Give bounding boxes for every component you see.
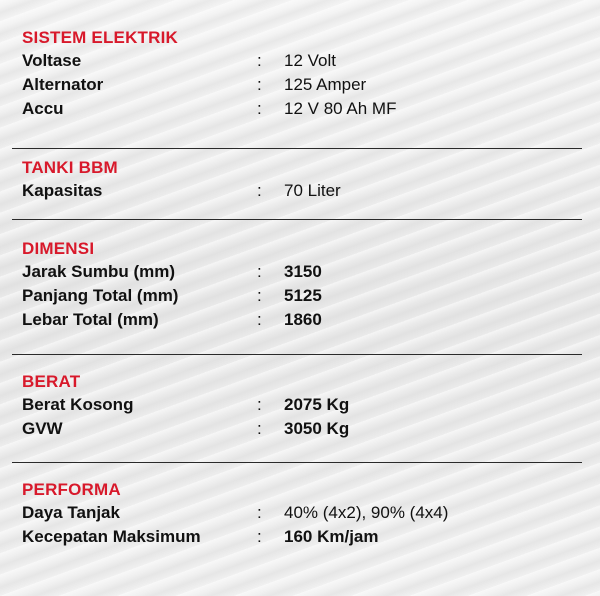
spec-colon: : bbox=[257, 262, 262, 281]
section-divider bbox=[12, 354, 582, 355]
spec-colon: : bbox=[257, 503, 262, 522]
spec-row bbox=[22, 73, 582, 97]
spec-value: 12 Volt bbox=[284, 51, 336, 70]
spec-label: Berat Kosong bbox=[22, 395, 134, 414]
section-divider bbox=[12, 148, 582, 149]
spec-colon: : bbox=[257, 419, 262, 438]
spec-label: Accu bbox=[22, 99, 64, 118]
spec-value: 3050 Kg bbox=[284, 419, 350, 438]
spec-row bbox=[22, 501, 582, 525]
spec-label: Panjang Total (mm) bbox=[22, 286, 179, 305]
section-dimensi bbox=[22, 238, 582, 332]
spec-label: Daya Tanjak bbox=[22, 503, 120, 522]
section-tanki-bbm bbox=[22, 157, 582, 203]
spec-value: 160 Km/jam bbox=[284, 527, 379, 546]
spec-colon: : bbox=[257, 51, 262, 70]
spec-row bbox=[22, 284, 582, 308]
spec-row bbox=[22, 417, 582, 441]
section-performa bbox=[22, 479, 582, 549]
spec-row bbox=[22, 393, 582, 417]
spec-colon: : bbox=[257, 286, 262, 305]
spec-value: 1860 bbox=[284, 310, 322, 329]
spec-label: GVW bbox=[22, 419, 63, 438]
spec-value: 125 Amper bbox=[284, 75, 367, 94]
spec-colon: : bbox=[257, 527, 262, 546]
spec-colon: : bbox=[257, 99, 262, 118]
spec-row bbox=[22, 49, 582, 73]
section-title: DIMENSI bbox=[22, 239, 95, 258]
spec-value: 3150 bbox=[284, 262, 322, 281]
section-title: TANKI BBM bbox=[22, 158, 118, 177]
spec-value: 40% (4x2), 90% (4x4) bbox=[284, 503, 449, 522]
spec-value: 12 V 80 Ah MF bbox=[284, 99, 397, 118]
spec-colon: : bbox=[257, 75, 262, 94]
spec-row bbox=[22, 525, 582, 549]
spec-value: 70 Liter bbox=[284, 181, 341, 200]
section-title: PERFORMA bbox=[22, 480, 121, 499]
spec-label: Jarak Sumbu (mm) bbox=[22, 262, 176, 281]
spec-colon: : bbox=[257, 395, 262, 414]
spec-colon: : bbox=[257, 310, 262, 329]
spec-label: Alternator bbox=[22, 75, 104, 94]
section-sistem-elektrik bbox=[22, 27, 582, 121]
spec-label: Voltase bbox=[22, 51, 82, 70]
spec-colon: : bbox=[257, 181, 262, 200]
spec-row bbox=[22, 260, 582, 284]
section-divider bbox=[12, 219, 582, 220]
spec-value: 2075 Kg bbox=[284, 395, 350, 414]
spec-label: Kapasitas bbox=[22, 181, 103, 200]
spec-row bbox=[22, 179, 582, 203]
section-title: SISTEM ELEKTRIK bbox=[22, 28, 179, 47]
spec-row bbox=[22, 308, 582, 332]
spec-value: 5125 bbox=[284, 286, 322, 305]
spec-row bbox=[22, 97, 582, 121]
spec-label: Kecepatan Maksimum bbox=[22, 527, 201, 546]
section-berat bbox=[22, 371, 582, 441]
section-title: BERAT bbox=[22, 372, 81, 391]
section-divider bbox=[12, 462, 582, 463]
spec-label: Lebar Total (mm) bbox=[22, 310, 159, 329]
